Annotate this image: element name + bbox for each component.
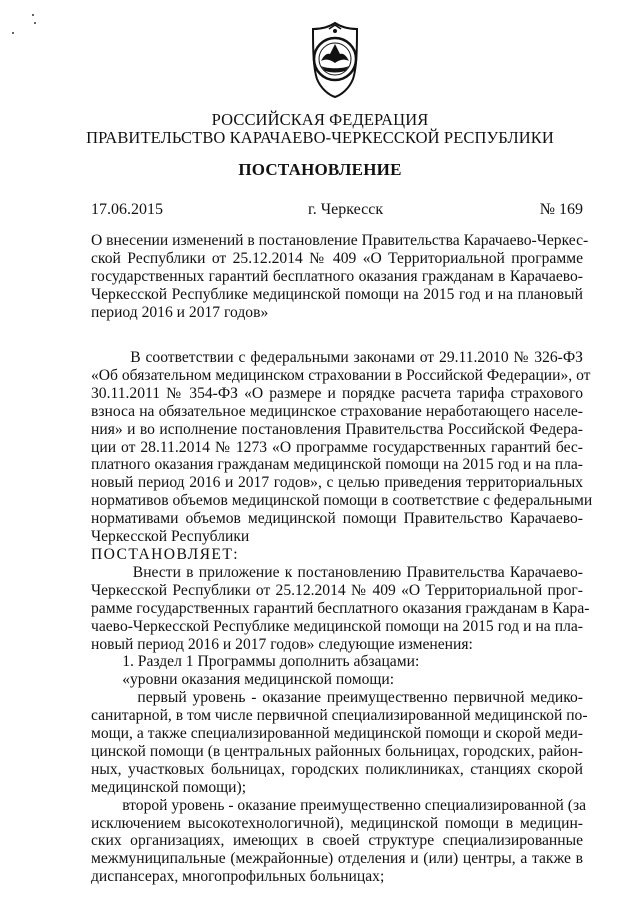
level1-line: ных, участковых больницах, городских поликлиниках, станциях скорой: [91, 760, 583, 778]
level2-line: диспансерах, многопрофильных больницах;: [91, 868, 385, 886]
preamble-line: ции от 28.11.2014 № 1273 «О программе государственных гарантий бес-: [91, 438, 583, 456]
federation-heading: РОССИЙСКАЯ ФЕДЕРАЦИЯ: [211, 110, 429, 129]
paragraph-line: Черкесской Республики от 25.12.2014 № 409 «О Территориальной прог-: [91, 581, 583, 599]
government-heading: ПРАВИТЕЛЬСТВО КАРАЧАЕВО-ЧЕРКЕССКОЙ РЕСПУБЛИКИ: [86, 128, 554, 147]
subject-line: период 2016 и 2017 годов»: [91, 304, 269, 321]
preamble-line: В соответствии с федеральными законами от 29.11.2010 № 326-ФЗ: [91, 349, 583, 366]
subject-line: ской Республики от 25.12.2014 № 409 «О Территориальной программе: [91, 250, 583, 267]
subject-line: О внесении изменений в постановление Правительства Карачаево-Черкес-: [91, 232, 589, 249]
document-body: [91, 349, 593, 886]
preamble-line: 30.11.2011 № 354-ФЗ «О размере и порядке расчета тарифа страхового: [91, 384, 583, 402]
document-city: г. Черкесск: [308, 201, 384, 218]
item-line: 1. Раздел 1 Программы дополнить абзацами:: [91, 653, 420, 671]
preamble-line: новый период 2016 и 2017 годов», с целью приведения территориальных: [91, 474, 583, 492]
paragraph-line: Внести в приложение к постановлению Правительства Карачаево-: [91, 563, 583, 581]
paragraph-line: чаево-Черкесской Республике медицинской помощи на 2015 год и на пла-: [91, 617, 583, 635]
document-meta-row: [91, 201, 583, 221]
level2-line: ских организациях, имеющих в своей структуре специализированные: [91, 832, 583, 850]
preamble-line: «Об обязательном медицинском страховании в Российской Федерации», от: [91, 366, 591, 384]
document-subject: [91, 232, 589, 322]
resolves-heading: ПОСТАНОВЛЯЕТ:: [91, 545, 240, 563]
document-type-title: ПОСТАНОВЛЕНИЕ: [238, 160, 402, 179]
level1-line: цинской помощи (в центральных районных больницах, городских, район-: [91, 742, 583, 760]
level2-line: исключением высокотехнологичной), медицинской помощи в медицин-: [91, 814, 583, 832]
preamble-line: ния» и во исполнение постановления Правительства Российской Федера-: [91, 420, 583, 438]
level1-line: медицинской помощи);: [91, 778, 247, 796]
preamble-line: взноса на обязательное медицинское страхование неработающего населе-: [91, 402, 583, 420]
paragraph-line: рамме государственных гарантий бесплатного оказания гражданам в Кара-: [91, 599, 590, 617]
preamble-line: нормативов объемов медицинской помощи в соответствие с федеральными: [91, 492, 593, 510]
coat-of-arms-emblem: [299, 21, 371, 99]
subject-line: государственных гарантий бесплатного оказания гражданам в Карачаево-: [91, 268, 583, 285]
document-number: № 169: [539, 201, 583, 218]
level2-line: второй уровень - оказание преимущественно специализированной (за: [91, 796, 587, 814]
paragraph-line: новый период 2016 и 2017 годов» следующие изменения:: [91, 635, 473, 653]
subject-line: Черкесской Республике медицинской помощи на 2015 год и на плановый: [91, 286, 583, 303]
preamble-line: Черкесской Республики: [91, 528, 250, 546]
document-date: 17.06.2015: [91, 201, 163, 218]
scan-specks: [10, 8, 40, 48]
level1-line: первый уровень - оказание преимущественно первичной медико-: [91, 689, 583, 707]
level1-line: мощи, а также специализированной медицинской помощи и скорой меди-: [91, 725, 583, 743]
preamble-line: платного оказания гражданам медицинской помощи на 2015 год и на пла-: [91, 456, 583, 474]
level2-line: межмуниципальные (межрайонные) отделения и (или) центры, а также в: [91, 850, 583, 868]
preamble-line: нормативами объемов медицинской помощи Правительство Карачаево-: [91, 510, 583, 528]
item-line: «уровни оказания медицинской помощи:: [91, 671, 395, 689]
level1-line: санитарной, в том числе первичной специализированной медицинской по-: [91, 707, 588, 725]
